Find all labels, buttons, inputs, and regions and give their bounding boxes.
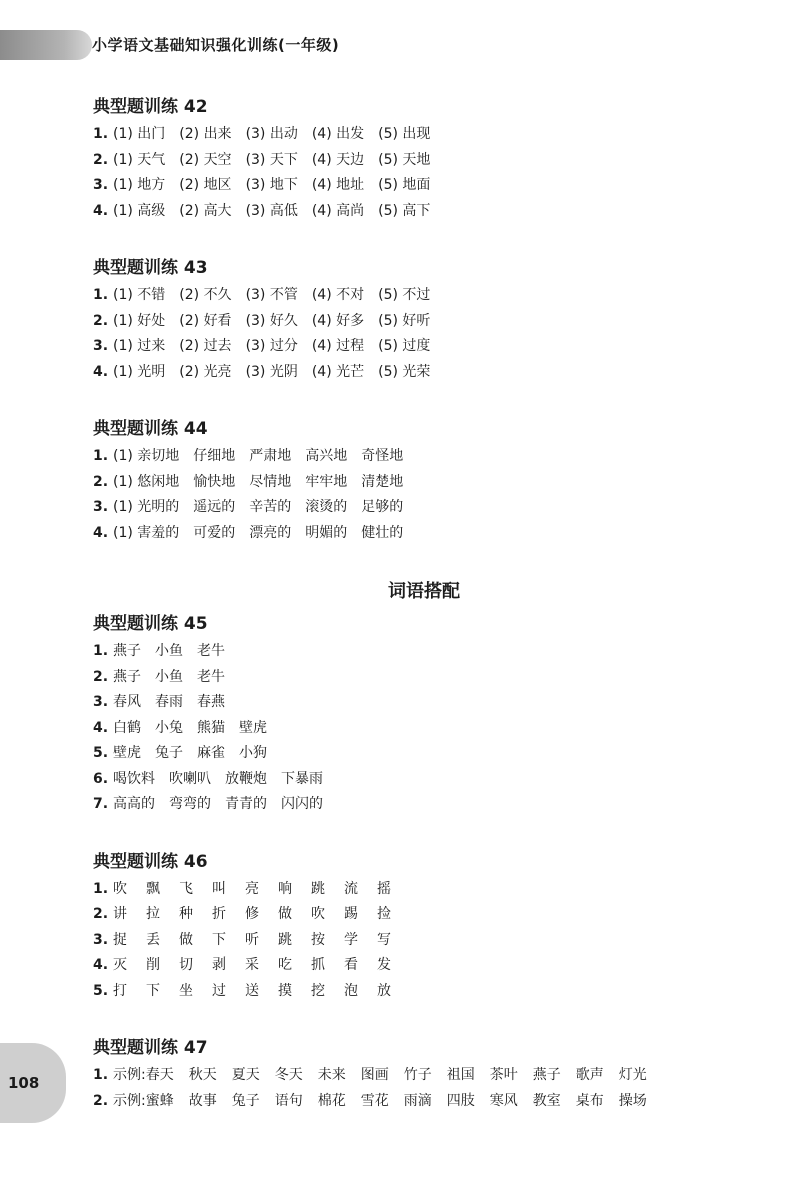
answer-item: 跳 xyxy=(311,880,325,897)
answer-item: 春风 xyxy=(113,694,141,710)
answer-item: (1) 光明 xyxy=(113,363,166,380)
running-header: 小学语文基础知识强化训练(一年级) xyxy=(92,36,340,54)
answer-item: (2) 光亮 xyxy=(179,363,232,380)
answer-line xyxy=(93,877,753,903)
answer-item: 可爱的 xyxy=(193,524,236,541)
section-title: 典型题训练 45 xyxy=(93,614,208,634)
answer-item: 语句 xyxy=(274,1092,303,1109)
answer-item: (3) 出动 xyxy=(245,126,298,142)
answer-item: 老牛 xyxy=(197,668,225,685)
answer-line xyxy=(93,199,753,225)
answer-item: 愉快地 xyxy=(193,473,236,490)
answer-item: 种 xyxy=(179,906,193,922)
answer-item: (3) 过分 xyxy=(245,338,298,354)
answer-item: (1) 高级 xyxy=(113,202,166,219)
line-number: 4. xyxy=(93,719,109,736)
answer-item: 棉花 xyxy=(317,1092,346,1109)
answer-item: 拉 xyxy=(146,906,160,922)
answer-line xyxy=(93,444,753,470)
answer-item: 下暴雨 xyxy=(281,770,323,787)
line-number: 1. xyxy=(93,448,109,464)
answer-item: 过 xyxy=(212,982,226,999)
answer-item: 清楚地 xyxy=(361,473,404,490)
answer-item: 未来 xyxy=(317,1067,346,1083)
answer-item: 踢 xyxy=(344,906,358,922)
page-number: 108 xyxy=(8,1074,40,1092)
answer-item: 雪花 xyxy=(360,1092,389,1109)
answer-item: 老牛 xyxy=(197,643,225,659)
answer-item: (5) 过度 xyxy=(378,338,431,354)
section-title: 典型题训练 46 xyxy=(93,851,208,872)
line-number: 4. xyxy=(93,524,109,541)
answer-item: 四肢 xyxy=(446,1092,475,1109)
answer-item: (4) 光芒 xyxy=(311,363,365,380)
exercise-section xyxy=(93,92,753,224)
answer-line xyxy=(93,928,753,954)
answer-item: (2) 地区 xyxy=(179,177,232,193)
answer-line xyxy=(93,690,753,716)
answer-item: 抓 xyxy=(311,957,325,973)
answer-item: 小鱼 xyxy=(155,668,183,685)
answer-item: 春燕 xyxy=(197,694,225,710)
line-number: 7. xyxy=(93,796,109,812)
answer-item: (1) 不错 xyxy=(113,287,166,303)
answer-item: 吹 xyxy=(113,880,127,897)
answer-item: 健壮的 xyxy=(361,524,404,541)
answer-item: (5) 光荣 xyxy=(378,363,431,380)
answer-item: (3) 高低 xyxy=(245,202,298,219)
answer-item: 夏天 xyxy=(231,1067,260,1083)
answer-item: 足够的 xyxy=(361,499,404,515)
answer-item: (3) 地下 xyxy=(245,177,298,193)
answer-item: 燕子 xyxy=(113,668,141,685)
answer-item: 丢 xyxy=(146,931,160,948)
answer-item: (1) 亲切地 xyxy=(113,448,180,464)
answer-line xyxy=(93,495,753,521)
answer-item: 做 xyxy=(278,906,292,922)
answer-item: 白鹤 xyxy=(113,719,141,736)
answer-line xyxy=(93,360,753,386)
answer-item: 秋天 xyxy=(188,1067,217,1083)
answer-item: 寒风 xyxy=(489,1092,518,1109)
answer-line xyxy=(93,148,753,174)
answer-item: (1) 过来 xyxy=(113,338,166,354)
line-number: 3. xyxy=(93,499,109,515)
answer-item: (4) 出发 xyxy=(311,126,365,142)
line-number: 2. xyxy=(93,668,109,685)
line-number: 2. xyxy=(93,151,109,168)
line-number: 3. xyxy=(93,338,109,354)
answer-item: 明媚的 xyxy=(305,524,348,541)
answer-line xyxy=(93,122,753,148)
answer-line xyxy=(93,283,753,309)
answer-item: (1) 天气 xyxy=(113,151,166,168)
line-number: 1. xyxy=(93,287,109,303)
answer-item: 尽情地 xyxy=(249,473,292,490)
answer-item: 竹子 xyxy=(403,1067,432,1083)
line-number: 2. xyxy=(93,473,109,490)
section-title: 典型题训练 44 xyxy=(93,419,208,439)
line-number: 6. xyxy=(93,770,109,787)
answer-item: 小狗 xyxy=(239,745,267,761)
line-number: 2. xyxy=(93,312,109,329)
answer-item: 青青的 xyxy=(225,796,267,812)
answer-item: 小鱼 xyxy=(155,643,183,659)
answer-item: 捡 xyxy=(377,906,391,922)
answer-line xyxy=(93,953,753,979)
line-number: 1. xyxy=(93,1067,109,1083)
answer-item: 高兴地 xyxy=(305,448,348,464)
answer-item: 严肃地 xyxy=(249,448,292,464)
answer-item: 剥 xyxy=(212,957,226,973)
answer-item: 流 xyxy=(344,880,358,897)
answer-item: 捉 xyxy=(113,931,127,948)
answer-item: 壁虎 xyxy=(239,719,267,736)
answer-content xyxy=(93,92,753,1143)
answer-item: (5) 不过 xyxy=(378,287,431,303)
answer-item: 故事 xyxy=(188,1092,217,1109)
answer-item: (3) 天下 xyxy=(245,151,298,168)
answer-item: (4) 天边 xyxy=(311,151,365,168)
answer-item: (1) 好处 xyxy=(113,312,166,329)
answer-item: 听 xyxy=(245,931,259,948)
answer-item: 兔子 xyxy=(155,745,183,761)
answer-line xyxy=(93,1063,753,1089)
answer-item: 祖国 xyxy=(446,1067,475,1083)
answer-item: 送 xyxy=(245,982,259,999)
answer-item: 示例:春天 xyxy=(113,1067,174,1083)
answer-item: 响 xyxy=(278,880,292,897)
answer-item: 高高的 xyxy=(113,796,155,812)
answer-item: 漂亮的 xyxy=(249,524,292,541)
line-number: 3. xyxy=(93,177,109,193)
line-number: 4. xyxy=(93,202,109,219)
answer-item: 雨滴 xyxy=(403,1092,432,1109)
answer-item: 坐 xyxy=(179,982,193,999)
answer-item: 跳 xyxy=(278,931,292,948)
answer-item: 春雨 xyxy=(155,694,183,710)
answer-item: 壁虎 xyxy=(113,745,141,761)
answer-item: 削 xyxy=(146,957,160,973)
answer-item: 折 xyxy=(212,906,226,922)
answer-item: (4) 高尚 xyxy=(311,202,365,219)
answer-item: 飞 xyxy=(179,880,193,897)
answer-item: 摸 xyxy=(278,982,292,999)
section-title: 典型题训练 42 xyxy=(93,97,208,117)
answer-item: 发 xyxy=(377,957,391,973)
answer-line xyxy=(93,334,753,360)
line-number: 3. xyxy=(93,694,109,710)
answer-item: (2) 高大 xyxy=(179,202,232,219)
answer-item: 讲 xyxy=(113,906,127,922)
answer-item: (3) 不管 xyxy=(245,287,298,303)
answer-line xyxy=(93,716,753,742)
line-number: 1. xyxy=(93,880,109,897)
answer-item: 叫 xyxy=(212,880,226,897)
answer-item: 泡 xyxy=(344,982,358,999)
answer-item: 茶叶 xyxy=(489,1067,518,1083)
answer-item: (1) 悠闲地 xyxy=(113,473,180,490)
answer-item: (5) 好听 xyxy=(378,312,431,329)
exercise-section xyxy=(93,1033,753,1114)
answer-item: 下 xyxy=(212,931,226,948)
exercise-section xyxy=(93,847,753,1005)
answer-item: 熊猫 xyxy=(197,719,225,736)
exercise-section xyxy=(93,414,753,546)
answer-item: 奇怪地 xyxy=(361,448,404,464)
answer-item: (4) 不对 xyxy=(311,287,365,303)
answer-item: (1) 地方 xyxy=(113,177,166,193)
answer-item: 燕子 xyxy=(532,1067,561,1083)
answer-item: 灭 xyxy=(113,957,127,973)
answer-item: 教室 xyxy=(532,1092,561,1109)
line-number: 2. xyxy=(93,1092,109,1109)
answer-item: 摇 xyxy=(377,880,391,897)
answer-item: 喝饮料 xyxy=(113,770,155,787)
answer-item: 滚烫的 xyxy=(305,499,348,515)
answer-item: 操场 xyxy=(618,1092,647,1109)
answer-item: 辛苦的 xyxy=(249,499,292,515)
answer-item: 冬天 xyxy=(274,1067,303,1083)
answer-item: (5) 高下 xyxy=(378,202,431,219)
answer-item: (3) 光阴 xyxy=(245,363,298,380)
answer-item: 灯光 xyxy=(618,1067,647,1083)
answer-item: 下 xyxy=(146,982,160,999)
answer-item: 挖 xyxy=(311,982,325,999)
answer-item: 小兔 xyxy=(155,719,183,736)
answer-item: (4) 地址 xyxy=(311,177,365,193)
answer-line xyxy=(93,521,753,547)
answer-item: 采 xyxy=(245,957,259,973)
answer-item: (5) 出现 xyxy=(378,126,431,142)
answer-item: (1) 出门 xyxy=(113,126,166,142)
answer-item: 写 xyxy=(377,931,391,948)
answer-item: 图画 xyxy=(360,1067,389,1083)
answer-item: 切 xyxy=(179,957,193,973)
answer-line xyxy=(93,1089,753,1115)
answer-item: 兔子 xyxy=(231,1092,260,1109)
answer-item: (5) 天地 xyxy=(378,151,431,168)
answer-item: (2) 天空 xyxy=(179,151,232,168)
answer-item: 做 xyxy=(179,931,193,948)
answer-line xyxy=(93,470,753,496)
answer-line xyxy=(93,665,753,691)
answer-line xyxy=(93,979,753,1005)
answer-line xyxy=(93,792,753,818)
answer-item: 弯弯的 xyxy=(169,796,211,812)
answer-item: (2) 好看 xyxy=(179,312,232,329)
answer-item: 遥远的 xyxy=(193,499,236,515)
exercise-section xyxy=(93,609,753,818)
line-number: 3. xyxy=(93,931,109,948)
answer-item: 吹 xyxy=(311,906,325,922)
answer-line xyxy=(93,309,753,335)
answer-item: 看 xyxy=(344,957,358,973)
line-number: 1. xyxy=(93,643,109,659)
header-tab xyxy=(0,30,92,60)
answer-item: 学 xyxy=(344,931,358,948)
answer-item: 放 xyxy=(377,982,391,999)
answer-line xyxy=(93,173,753,199)
answer-item: 修 xyxy=(245,906,259,922)
line-number: 1. xyxy=(93,126,109,142)
answer-item: 吃 xyxy=(278,957,292,973)
line-number: 4. xyxy=(93,957,109,973)
answer-item: (3) 好久 xyxy=(245,312,298,329)
answer-item: (1) 害羞的 xyxy=(113,524,180,541)
answer-item: 按 xyxy=(311,931,325,948)
answer-line xyxy=(93,902,753,928)
line-number: 5. xyxy=(93,745,109,761)
section-title: 典型题训练 47 xyxy=(93,1038,208,1058)
answer-item: (4) 好多 xyxy=(311,312,365,329)
answer-item: (4) 过程 xyxy=(311,338,365,354)
answer-item: 歌声 xyxy=(575,1067,604,1083)
answer-item: 吹喇叭 xyxy=(169,770,211,787)
exercise-section xyxy=(93,253,753,385)
answer-item: 亮 xyxy=(245,880,259,897)
answer-item: (5) 地面 xyxy=(378,177,431,193)
answer-item: 牢牢地 xyxy=(305,473,348,490)
line-number: 2. xyxy=(93,906,109,922)
answer-item: 桌布 xyxy=(575,1092,604,1109)
answer-item: 麻雀 xyxy=(197,745,225,761)
answer-item: 仔细地 xyxy=(193,448,236,464)
line-number: 5. xyxy=(93,982,109,999)
answer-item: 闪闪的 xyxy=(281,796,323,812)
answer-item: (2) 不久 xyxy=(179,287,232,303)
answer-item: (2) 过去 xyxy=(179,338,232,354)
answer-line xyxy=(93,741,753,767)
answer-line xyxy=(93,639,753,665)
section-title: 典型题训练 43 xyxy=(93,258,208,278)
answer-item: 放鞭炮 xyxy=(225,770,267,787)
chapter-title: 词语搭配 xyxy=(388,581,460,602)
answer-item: (2) 出来 xyxy=(179,126,232,142)
line-number: 4. xyxy=(93,363,109,380)
answer-item: 燕子 xyxy=(113,643,141,659)
answer-line xyxy=(93,767,753,793)
answer-item: 打 xyxy=(113,982,127,999)
answer-item: 飘 xyxy=(146,880,160,897)
answer-item: 示例:蜜蜂 xyxy=(113,1092,174,1109)
answer-item: (1) 光明的 xyxy=(113,499,180,515)
